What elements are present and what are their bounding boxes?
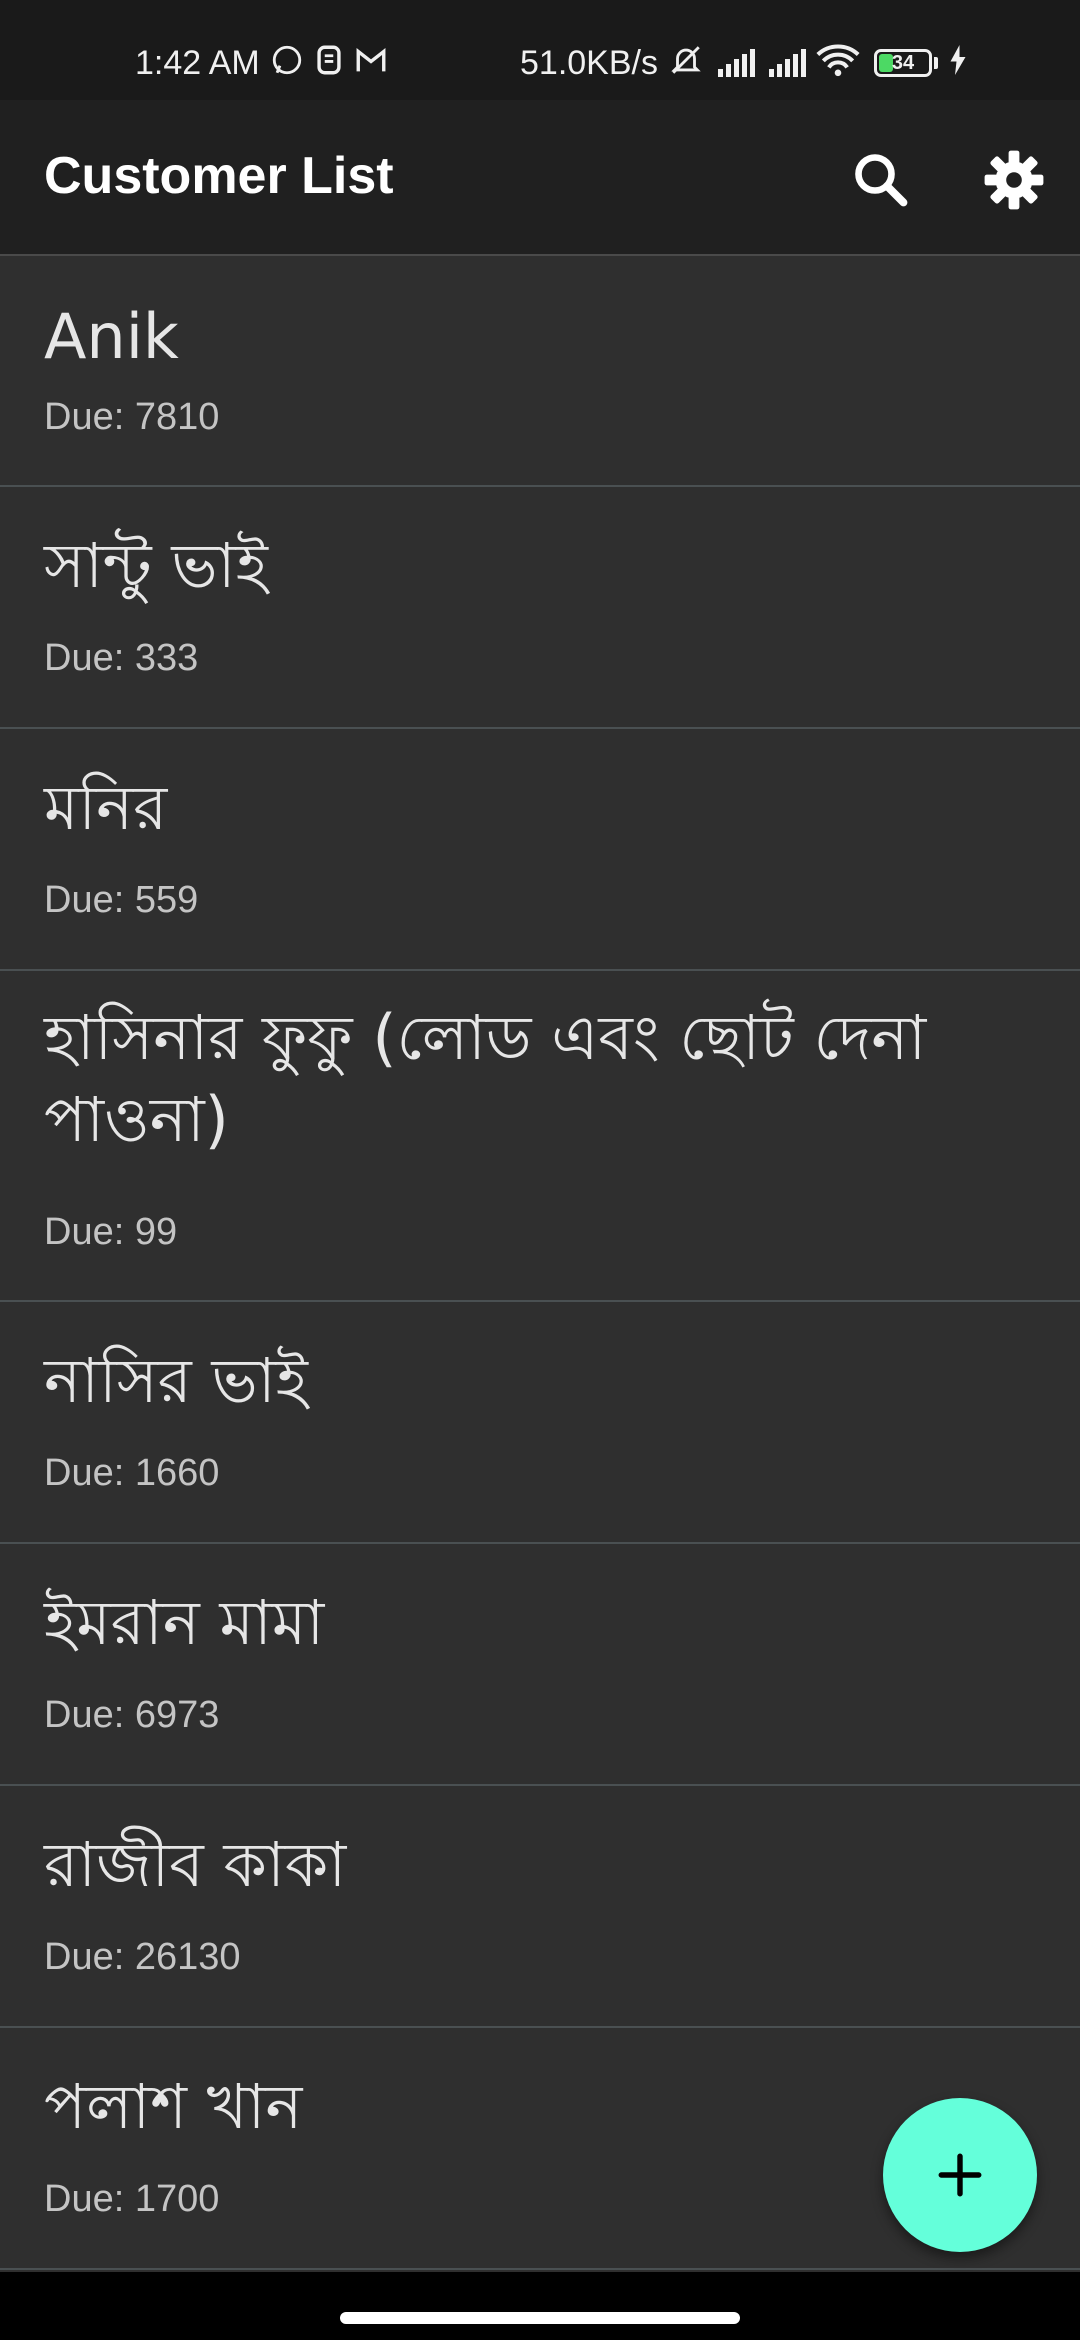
customer-item[interactable] [0,971,1080,1302]
customer-due: Due: 26130 [44,1936,241,1978]
whatsapp-icon [270,43,304,83]
customer-item[interactable] [0,1302,1080,1544]
customer-name: হাসিনার ফুফু (লোড এবং ছোট দেনা পাওনা) [44,1001,927,1156]
customer-item[interactable] [0,1544,1080,1786]
customer-name: রাজীব কাকা [44,1828,347,1901]
plus-icon [935,2150,985,2200]
customer-name: নাসির ভাই [44,1344,308,1417]
status-time: 1:42 AM [135,43,260,82]
gear-icon [978,144,1050,216]
battery-level: 34 [891,51,915,74]
signal-icon [718,49,755,77]
navigation-bar [0,2272,1080,2340]
customer-due: Due: 333 [44,637,199,679]
signal-icon [769,49,806,77]
charging-icon [948,45,968,81]
customer-due: Due: 1660 [44,1452,220,1494]
wifi-icon [816,43,860,83]
customer-due: Due: 1700 [44,2178,220,2220]
customer-name: Anik [44,300,179,373]
status-bar [0,0,1080,100]
notification-app-icon [314,43,344,83]
customer-due: Due: 559 [44,879,199,921]
gmail-icon [354,45,388,81]
customer-due: Due: 99 [44,1211,178,1253]
customer-item[interactable] [0,729,1080,971]
settings-button[interactable] [978,144,1050,216]
search-button[interactable] [845,144,917,216]
customer-name: পলাশ খান [44,2070,303,2143]
mute-icon [668,43,704,83]
page-title: Customer List [44,147,394,205]
customer-name: মনির [44,771,168,844]
customer-item[interactable] [0,256,1080,487]
home-gesture-bar[interactable] [340,2312,740,2324]
app-bar [0,100,1080,256]
customer-due: Due: 6973 [44,1694,220,1736]
customer-list [0,256,1080,2270]
customer-item[interactable] [0,1786,1080,2028]
add-customer-button[interactable] [883,2098,1037,2252]
network-speed: 51.0KB/s [520,43,658,82]
battery-icon [874,49,932,77]
search-icon [845,144,917,216]
customer-item[interactable] [0,487,1080,729]
customer-name: সান্টু ভাই [44,529,268,602]
customer-due: Due: 7810 [44,396,220,438]
customer-name: ইমরান মামা [44,1586,325,1659]
